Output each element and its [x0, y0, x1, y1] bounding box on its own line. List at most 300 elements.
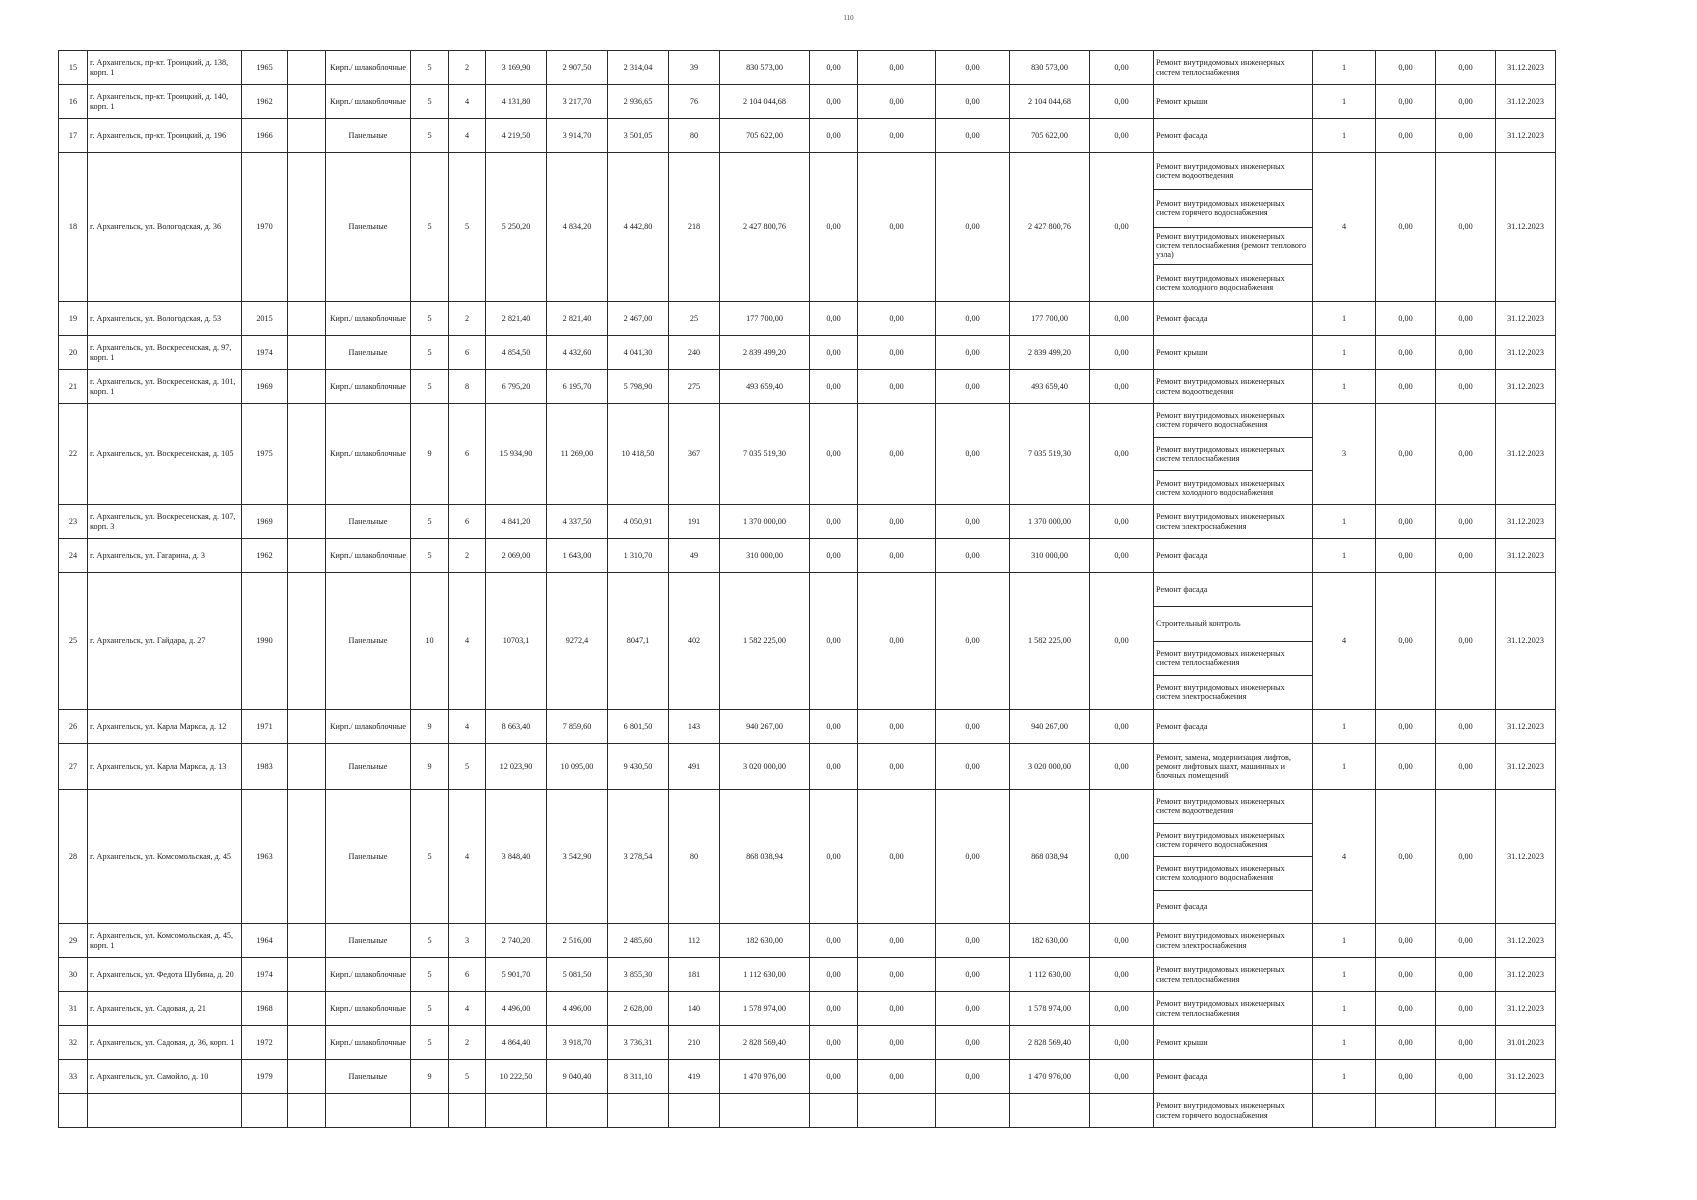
deadline-cell: 31.12.2023	[1496, 958, 1556, 992]
residents-count-cell: 367	[669, 404, 720, 505]
value-1-cell: 0,00	[1376, 958, 1436, 992]
cost-regional-cell: 0,00	[858, 336, 936, 370]
entrances-count-cell: 4	[449, 790, 486, 924]
wall-material-cell: Кирп./ шлакоблочные	[326, 85, 411, 119]
address-cell: г. Архангельск, ул. Комсомольская, д. 45, корп. 1	[88, 924, 242, 958]
works-count-cell: 1	[1313, 119, 1376, 153]
deadline-cell: 31.12.2023	[1496, 539, 1556, 573]
wall-material-cell: Панельные	[326, 119, 411, 153]
cost-municipal-cell: 0,00	[936, 992, 1010, 1026]
value-1-cell: 0,00	[1376, 573, 1436, 710]
table-row	[59, 924, 1556, 958]
area-total-cell: 2 740,20	[486, 924, 547, 958]
value-1-cell: 0,00	[1376, 370, 1436, 404]
works-list	[1154, 370, 1312, 403]
address-cell: г. Архангельск, ул. Карла Маркса, д. 12	[88, 710, 242, 744]
works-cell	[1154, 505, 1313, 539]
work-item: Ремонт внутридомовых инженерных систем холодного водоснабжения	[1154, 856, 1312, 890]
wall-material-cell: Панельные	[326, 1060, 411, 1094]
table-row	[59, 573, 1556, 710]
floors-count-cell: 5	[411, 958, 449, 992]
entrances-count-cell: 4	[449, 573, 486, 710]
works-list	[1154, 573, 1312, 709]
cost-municipal-cell: 0,00	[936, 539, 1010, 573]
cost-fund-cell: 0,00	[810, 1060, 858, 1094]
table-row	[59, 119, 1556, 153]
cost-regional-cell: 0,00	[858, 924, 936, 958]
works-list	[1154, 1060, 1312, 1093]
cost-owners-cell: 1 370 000,00	[1010, 505, 1090, 539]
residents-count-cell: 218	[669, 153, 720, 302]
value-1-cell: 0,00	[1376, 710, 1436, 744]
works-count-cell: 1	[1313, 336, 1376, 370]
cost-owners-cell: 2 104 044,68	[1010, 85, 1090, 119]
area-living-cell	[547, 1094, 608, 1128]
area-living-cell: 1 643,00	[547, 539, 608, 573]
works-list	[1154, 744, 1312, 789]
cost-municipal-cell: 0,00	[936, 85, 1010, 119]
works-list	[1154, 924, 1312, 957]
blank-cell-cell	[288, 336, 326, 370]
floors-count-cell	[411, 1094, 449, 1128]
table-row	[59, 153, 1556, 302]
cost-other-cell: 0,00	[1090, 710, 1154, 744]
table-row	[59, 1060, 1556, 1094]
area-living-cell: 4 834,20	[547, 153, 608, 302]
entrances-count-cell: 2	[449, 1026, 486, 1060]
cost-regional-cell: 0,00	[858, 710, 936, 744]
value-2-cell: 0,00	[1436, 539, 1496, 573]
value-1-cell: 0,00	[1376, 924, 1436, 958]
entrances-count-cell: 6	[449, 958, 486, 992]
address-cell: г. Архангельск, ул. Воскресенская, д. 97, корп. 1	[88, 336, 242, 370]
works-cell	[1154, 51, 1313, 85]
works-list	[1154, 790, 1312, 923]
area-residential-cell: 2 467,00	[608, 302, 669, 336]
work-item: Ремонт внутридомовых инженерных систем электроснабжения	[1154, 675, 1312, 709]
residents-count-cell: 210	[669, 1026, 720, 1060]
year-built-cell: 1990	[242, 573, 288, 710]
cost-fund-cell: 0,00	[810, 85, 858, 119]
work-item: Ремонт крыши	[1156, 96, 1208, 106]
area-residential-cell: 3 736,31	[608, 1026, 669, 1060]
area-total-cell: 2 821,40	[486, 302, 547, 336]
row-number-cell	[59, 1094, 88, 1128]
blank-cell-cell	[288, 539, 326, 573]
value-2-cell: 0,00	[1436, 1060, 1496, 1094]
area-living-cell: 3 918,70	[547, 1026, 608, 1060]
cost-municipal-cell: 0,00	[936, 336, 1010, 370]
cost-fund-cell: 0,00	[810, 119, 858, 153]
cost-regional-cell: 0,00	[858, 370, 936, 404]
work-item: Ремонт внутридомовых инженерных систем горячего водоснабжения	[1156, 1101, 1285, 1120]
year-built-cell: 1970	[242, 153, 288, 302]
area-living-cell: 3 542,90	[547, 790, 608, 924]
entrances-count-cell: 6	[449, 505, 486, 539]
area-living-cell: 6 195,70	[547, 370, 608, 404]
works-list	[1154, 51, 1312, 84]
year-built-cell: 1966	[242, 119, 288, 153]
entrances-count-cell: 2	[449, 51, 486, 85]
cost-municipal-cell: 0,00	[936, 1026, 1010, 1060]
area-living-cell: 2 907,50	[547, 51, 608, 85]
cost-total-cell: 177 700,00	[720, 302, 810, 336]
area-residential-cell: 6 801,50	[608, 710, 669, 744]
works-cell	[1154, 370, 1313, 404]
work-item: Ремонт фасада	[1156, 585, 1208, 595]
table-row	[59, 958, 1556, 992]
area-total-cell: 8 663,40	[486, 710, 547, 744]
works-list	[1154, 992, 1312, 1025]
cost-other-cell: 0,00	[1090, 119, 1154, 153]
year-built-cell: 1969	[242, 370, 288, 404]
year-built-cell: 1963	[242, 790, 288, 924]
cost-fund-cell: 0,00	[810, 51, 858, 85]
deadline-cell: 31.12.2023	[1496, 302, 1556, 336]
value-1-cell: 0,00	[1376, 505, 1436, 539]
cost-regional-cell: 0,00	[858, 302, 936, 336]
value-1-cell: 0,00	[1376, 992, 1436, 1026]
floors-count-cell: 5	[411, 370, 449, 404]
year-built-cell: 1968	[242, 992, 288, 1026]
deadline-cell: 31.12.2023	[1496, 1060, 1556, 1094]
cost-owners-cell: 182 630,00	[1010, 924, 1090, 958]
cost-municipal-cell: 0,00	[936, 302, 1010, 336]
cost-regional-cell: 0,00	[858, 1060, 936, 1094]
residents-count-cell: 491	[669, 744, 720, 790]
residents-count-cell: 419	[669, 1060, 720, 1094]
area-residential-cell	[608, 1094, 669, 1128]
cost-regional-cell: 0,00	[858, 505, 936, 539]
cost-owners-cell: 177 700,00	[1010, 302, 1090, 336]
entrances-count-cell	[449, 1094, 486, 1128]
area-total-cell: 3 848,40	[486, 790, 547, 924]
deadline-cell	[1496, 1094, 1556, 1128]
floors-count-cell: 5	[411, 119, 449, 153]
work-item: Ремонт внутридомовых инженерных систем электроснабжения	[1156, 931, 1285, 950]
residents-count-cell: 402	[669, 573, 720, 710]
value-2-cell: 0,00	[1436, 153, 1496, 302]
deadline-cell: 31.12.2023	[1496, 924, 1556, 958]
entrances-count-cell: 4	[449, 119, 486, 153]
cost-total-cell: 940 267,00	[720, 710, 810, 744]
works-cell	[1154, 404, 1313, 505]
cost-other-cell: 0,00	[1090, 1060, 1154, 1094]
cost-regional-cell: 0,00	[858, 153, 936, 302]
area-total-cell: 4 841,20	[486, 505, 547, 539]
work-item: Ремонт внутридомовых инженерных систем горячего водоснабжения	[1154, 189, 1312, 226]
works-cell	[1154, 539, 1313, 573]
cost-regional-cell: 0,00	[858, 404, 936, 505]
cost-owners-cell	[1010, 1094, 1090, 1128]
works-count-cell: 1	[1313, 51, 1376, 85]
row-number-cell: 31	[59, 992, 88, 1026]
deadline-cell: 31.12.2023	[1496, 573, 1556, 710]
floors-count-cell: 5	[411, 790, 449, 924]
address-cell: г. Архангельск, пр-кт. Троицкий, д. 138, корп. 1	[88, 51, 242, 85]
cost-fund-cell: 0,00	[810, 1026, 858, 1060]
blank-cell-cell	[288, 119, 326, 153]
address-cell: г. Архангельск, ул. Вологодская, д. 36	[88, 153, 242, 302]
works-count-cell: 1	[1313, 1026, 1376, 1060]
address-cell: г. Архангельск, ул. Вологодская, д. 53	[88, 302, 242, 336]
works-count-cell: 1	[1313, 85, 1376, 119]
value-2-cell: 0,00	[1436, 924, 1496, 958]
value-1-cell: 0,00	[1376, 153, 1436, 302]
address-cell: г. Архангельск, ул. Гагарина, д. 3	[88, 539, 242, 573]
blank-cell-cell	[288, 404, 326, 505]
area-total-cell: 12 023,90	[486, 744, 547, 790]
cost-other-cell	[1090, 1094, 1154, 1128]
area-total-cell: 4 131,80	[486, 85, 547, 119]
entrances-count-cell: 4	[449, 710, 486, 744]
table-row	[59, 404, 1556, 505]
cost-municipal-cell: 0,00	[936, 51, 1010, 85]
residents-count-cell: 181	[669, 958, 720, 992]
row-number-cell: 16	[59, 85, 88, 119]
work-item: Ремонт внутридомовых инженерных систем теплоснабжения	[1156, 58, 1285, 77]
deadline-cell: 31.12.2023	[1496, 119, 1556, 153]
value-1-cell: 0,00	[1376, 85, 1436, 119]
cost-other-cell: 0,00	[1090, 924, 1154, 958]
value-1-cell: 0,00	[1376, 302, 1436, 336]
area-living-cell: 9 040,40	[547, 1060, 608, 1094]
wall-material-cell: Панельные	[326, 790, 411, 924]
cost-regional-cell: 0,00	[858, 790, 936, 924]
works-list	[1154, 404, 1312, 504]
cost-fund-cell: 0,00	[810, 370, 858, 404]
table-row	[59, 336, 1556, 370]
value-1-cell: 0,00	[1376, 539, 1436, 573]
area-living-cell: 11 269,00	[547, 404, 608, 505]
works-list	[1154, 85, 1312, 118]
area-living-cell: 4 337,50	[547, 505, 608, 539]
row-number-cell: 28	[59, 790, 88, 924]
cost-other-cell: 0,00	[1090, 153, 1154, 302]
value-2-cell: 0,00	[1436, 505, 1496, 539]
cost-regional-cell: 0,00	[858, 573, 936, 710]
works-cell	[1154, 790, 1313, 924]
cost-regional-cell: 0,00	[858, 992, 936, 1026]
year-built-cell: 1974	[242, 336, 288, 370]
area-living-cell: 9272,4	[547, 573, 608, 710]
wall-material-cell: Кирп./ шлакоблочные	[326, 992, 411, 1026]
table-row	[59, 744, 1556, 790]
value-2-cell: 0,00	[1436, 573, 1496, 710]
row-number-cell: 27	[59, 744, 88, 790]
cost-other-cell: 0,00	[1090, 958, 1154, 992]
work-item: Ремонт фасада	[1156, 130, 1208, 140]
year-built-cell: 1971	[242, 710, 288, 744]
address-cell: г. Архангельск, ул. Садовая, д. 36, корп. 1	[88, 1026, 242, 1060]
works-list	[1154, 958, 1312, 991]
area-living-cell: 10 095,00	[547, 744, 608, 790]
area-residential-cell: 2 314,04	[608, 51, 669, 85]
works-cell	[1154, 85, 1313, 119]
works-list	[1154, 119, 1312, 152]
cost-total-cell: 705 622,00	[720, 119, 810, 153]
wall-material-cell: Кирп./ шлакоблочные	[326, 404, 411, 505]
year-built-cell: 1979	[242, 1060, 288, 1094]
register-body	[59, 51, 1556, 1128]
year-built-cell: 1975	[242, 404, 288, 505]
area-residential-cell: 4 050,91	[608, 505, 669, 539]
works-count-cell: 1	[1313, 744, 1376, 790]
works-cell	[1154, 302, 1313, 336]
deadline-cell: 31.01.2023	[1496, 1026, 1556, 1060]
cost-owners-cell: 493 659,40	[1010, 370, 1090, 404]
value-2-cell: 0,00	[1436, 302, 1496, 336]
area-living-cell: 3 914,70	[547, 119, 608, 153]
area-total-cell: 5 901,70	[486, 958, 547, 992]
cost-total-cell: 1 470 976,00	[720, 1060, 810, 1094]
deadline-cell: 31.12.2023	[1496, 505, 1556, 539]
cost-total-cell: 1 370 000,00	[720, 505, 810, 539]
area-residential-cell: 5 798,90	[608, 370, 669, 404]
row-number-cell: 29	[59, 924, 88, 958]
cost-regional-cell: 0,00	[858, 119, 936, 153]
cost-total-cell: 3 020 000,00	[720, 744, 810, 790]
value-1-cell: 0,00	[1376, 790, 1436, 924]
residents-count-cell: 275	[669, 370, 720, 404]
cost-fund-cell: 0,00	[810, 404, 858, 505]
cost-fund-cell: 0,00	[810, 744, 858, 790]
repair-register-table	[58, 50, 1556, 1128]
entrances-count-cell: 6	[449, 336, 486, 370]
area-residential-cell: 2 485,60	[608, 924, 669, 958]
value-2-cell: 0,00	[1436, 119, 1496, 153]
cost-owners-cell: 2 828 569,40	[1010, 1026, 1090, 1060]
value-1-cell: 0,00	[1376, 336, 1436, 370]
cost-fund-cell: 0,00	[810, 539, 858, 573]
cost-other-cell: 0,00	[1090, 573, 1154, 710]
works-count-cell: 1	[1313, 1060, 1376, 1094]
work-item: Ремонт внутридомовых инженерных систем водоотведения	[1156, 377, 1285, 396]
works-cell	[1154, 958, 1313, 992]
cost-other-cell: 0,00	[1090, 505, 1154, 539]
floors-count-cell: 9	[411, 744, 449, 790]
address-cell: г. Архангельск, ул. Федота Шубина, д. 20	[88, 958, 242, 992]
residents-count-cell: 143	[669, 710, 720, 744]
row-number-cell: 18	[59, 153, 88, 302]
wall-material-cell: Кирп./ шлакоблочные	[326, 51, 411, 85]
entrances-count-cell: 5	[449, 153, 486, 302]
wall-material-cell: Кирп./ шлакоблочные	[326, 302, 411, 336]
cost-total-cell: 868 038,94	[720, 790, 810, 924]
residents-count-cell	[669, 1094, 720, 1128]
works-list	[1154, 1026, 1312, 1059]
year-built-cell: 1962	[242, 539, 288, 573]
area-total-cell: 10 222,50	[486, 1060, 547, 1094]
area-total-cell: 15 934,90	[486, 404, 547, 505]
year-built-cell: 2015	[242, 302, 288, 336]
floors-count-cell: 5	[411, 1026, 449, 1060]
table-row	[59, 51, 1556, 85]
row-number-cell: 20	[59, 336, 88, 370]
blank-cell-cell	[288, 744, 326, 790]
cost-municipal-cell: 0,00	[936, 958, 1010, 992]
blank-cell-cell	[288, 505, 326, 539]
value-2-cell: 0,00	[1436, 790, 1496, 924]
cost-other-cell: 0,00	[1090, 370, 1154, 404]
work-item: Ремонт фасада	[1156, 550, 1208, 560]
works-count-cell: 1	[1313, 992, 1376, 1026]
area-residential-cell: 10 418,50	[608, 404, 669, 505]
area-total-cell: 4 854,50	[486, 336, 547, 370]
blank-cell-cell	[288, 302, 326, 336]
cost-other-cell: 0,00	[1090, 85, 1154, 119]
wall-material-cell: Кирп./ шлакоблочные	[326, 958, 411, 992]
area-total-cell: 3 169,90	[486, 51, 547, 85]
table-row	[59, 370, 1556, 404]
floors-count-cell: 9	[411, 710, 449, 744]
work-item: Ремонт крыши	[1156, 347, 1208, 357]
work-item: Ремонт внутридомовых инженерных систем электроснабжения	[1156, 512, 1285, 531]
works-list	[1154, 153, 1312, 301]
cost-owners-cell: 3 020 000,00	[1010, 744, 1090, 790]
area-total-cell	[486, 1094, 547, 1128]
work-item: Ремонт внутридомовых инженерных систем холодного водоснабжения	[1154, 264, 1312, 301]
work-item: Ремонт внутридомовых инженерных систем холодного водоснабжения	[1154, 470, 1312, 504]
cost-municipal-cell: 0,00	[936, 505, 1010, 539]
deadline-cell: 31.12.2023	[1496, 744, 1556, 790]
cost-fund-cell: 0,00	[810, 302, 858, 336]
cost-owners-cell: 2 839 499,20	[1010, 336, 1090, 370]
works-list	[1154, 336, 1312, 369]
wall-material-cell: Кирп./ шлакоблочные	[326, 370, 411, 404]
work-item: Ремонт внутридомовых инженерных систем теплоснабжения	[1154, 641, 1312, 675]
blank-cell-cell	[288, 924, 326, 958]
cost-owners-cell: 1 470 976,00	[1010, 1060, 1090, 1094]
deadline-cell: 31.12.2023	[1496, 992, 1556, 1026]
blank-cell-cell	[288, 1026, 326, 1060]
work-item: Ремонт крыши	[1156, 1037, 1208, 1047]
blank-cell-cell	[288, 85, 326, 119]
cost-regional-cell: 0,00	[858, 958, 936, 992]
works-list	[1154, 1094, 1312, 1127]
value-2-cell: 0,00	[1436, 744, 1496, 790]
year-built-cell: 1983	[242, 744, 288, 790]
works-cell	[1154, 573, 1313, 710]
wall-material-cell	[326, 1094, 411, 1128]
year-built-cell: 1974	[242, 958, 288, 992]
floors-count-cell: 5	[411, 51, 449, 85]
cost-total-cell: 493 659,40	[720, 370, 810, 404]
work-item: Ремонт внутридомовых инженерных систем теплоснабжения	[1156, 965, 1285, 984]
cost-municipal-cell: 0,00	[936, 710, 1010, 744]
works-count-cell	[1313, 1094, 1376, 1128]
address-cell: г. Архангельск, ул. Воскресенская, д. 101, корп. 1	[88, 370, 242, 404]
value-1-cell: 0,00	[1376, 404, 1436, 505]
work-item: Ремонт внутридомовых инженерных систем теплоснабжения	[1154, 437, 1312, 471]
cost-other-cell: 0,00	[1090, 1026, 1154, 1060]
floors-count-cell: 9	[411, 404, 449, 505]
row-number-cell: 22	[59, 404, 88, 505]
cost-municipal-cell: 0,00	[936, 153, 1010, 302]
page-number: 110	[843, 14, 854, 22]
cost-regional-cell: 0,00	[858, 539, 936, 573]
works-list	[1154, 302, 1312, 335]
residents-count-cell: 112	[669, 924, 720, 958]
cost-municipal-cell: 0,00	[936, 924, 1010, 958]
blank-cell-cell	[288, 1094, 326, 1128]
entrances-count-cell: 4	[449, 85, 486, 119]
blank-cell-cell	[288, 573, 326, 710]
blank-cell-cell	[288, 1060, 326, 1094]
area-living-cell: 3 217,70	[547, 85, 608, 119]
deadline-cell: 31.12.2023	[1496, 370, 1556, 404]
works-cell	[1154, 1026, 1313, 1060]
